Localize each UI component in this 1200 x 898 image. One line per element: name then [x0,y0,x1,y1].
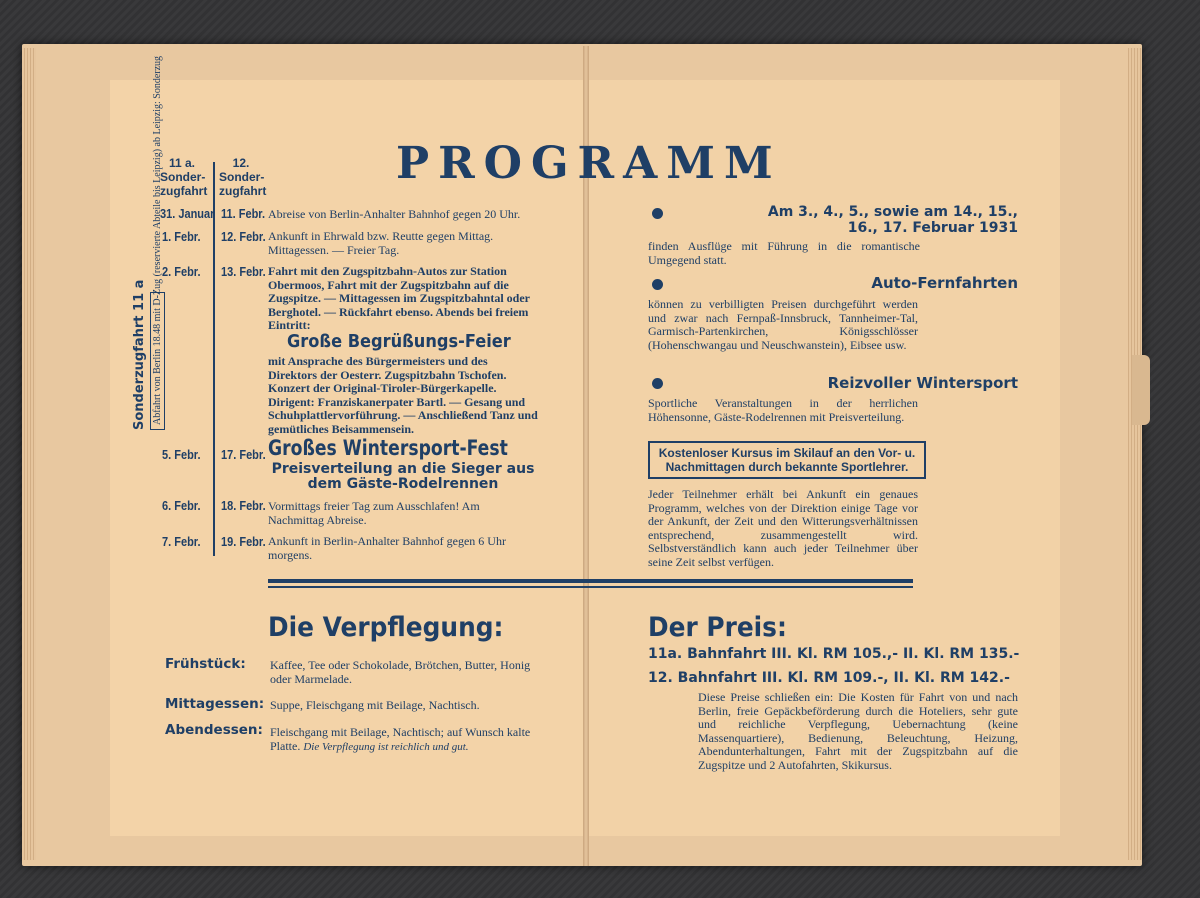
event-sportfest-title: Großes Wintersport-Fest [268,436,508,460]
meal-label: Mittagessen: [165,696,265,712]
wintersport-text: Sportliche Veranstaltungen in der herrlichen Höhensonne, Gäste-Rodelrennen mit Preisverteilung. [648,396,918,424]
date-11a: 31. Januar [160,207,215,221]
wintersport-heading: Reizvoller Wintersport [827,374,1018,392]
page-edges-left [22,48,36,860]
event-welcome-title: Große Begrüßungs-Feier [287,331,511,352]
page-title: PROGRAMM [396,138,782,189]
meal-text: Kaffee, Tee oder Schokolade, Brötchen, Butter, Honig oder Marmelade. [270,658,531,686]
date-12: 18. Febr. [221,499,266,513]
vertical-note-box [150,292,165,430]
meal-text [270,725,540,754]
date-11a: 2. Febr. [162,265,201,279]
date-12: 13. Febr. [221,265,266,279]
schedule-entry: Abreise von Berlin-Anhalter Bahnhof gegen 20 Uhr. [268,207,521,221]
meal-text-main: Fleischgang mit Beilage, Nachtisch; auf Wunsch kalte Platte. [270,725,531,753]
excursion-text: finden Ausflüge mit Führung in die romantische Umgegend statt. [648,239,920,267]
date-11a: 1. Febr. [162,230,201,244]
bullet-icon [652,279,663,290]
vertical-note-title: Sonderzugfahrt 11 a [132,279,147,430]
date-11a: 6. Febr. [162,499,201,513]
price-line-12: 12. Bahnfahrt III. Kl. RM 109.-, II. Kl. RM 142.- [648,670,1010,686]
date-12: 12. Febr. [221,230,266,244]
participant-info-text: Jeder Teilnehmer erhält bei Ankunft ein genaues Programm, welches von der Direktion einige Tage vor der Ankunft, der Zeit und den Witterungsverhältnissen entsprechend, zusammengestellt wird. Selbstverständlich kann auch jeder Teilnehmer über seine Zeit selbst verfügen. [648,487,918,569]
divider-rule-thin [268,586,913,588]
date-11a: 5. Febr. [162,448,201,462]
schedule-entry: Vormittags freier Tag zum Ausschlafen! Am Nachmittag Abreise. [268,499,480,527]
date-12: 17. Febr. [221,448,266,462]
date-12: 11. Febr. [221,207,266,221]
event-sportfest-subtitle: Preisverteilung an die Sieger aus dem Gäste-Rodelrennen [271,461,535,492]
auto-trips-text: können zu verbilligten Preisen durchgeführt werden und zwar nach Fernpaß-Innsbruck, Tannheimer-Tal, Garmisch-Partenkirchen, Königsschlösser (Hohenschwangau und Neuschwanstein), Eibsee usw. [648,297,918,352]
column-header-11a: 11 a. Sonder-zugfahrt [160,156,208,198]
bullet-icon [652,378,663,389]
price-heading: Der Preis: [648,612,787,643]
schedule-entry: Ankunft in Berlin-Anhalter Bahnhof gegen 6 Uhr morgens. [268,534,506,562]
price-line-11a: 11a. Bahnfahrt III. Kl. RM 105.,- II. Kl. RM 135.- [648,646,1020,662]
meal-label: Frühstück: [165,656,246,672]
column-header-12: 12. Sonder-zugfahrt [219,156,267,198]
meal-note: Die Verpflegung ist reichlich und gut. [303,741,469,753]
auto-trips-heading: Auto-Fernfahrten [871,274,1018,292]
page-edges-right [1128,48,1142,860]
meal-label: Abendessen: [165,722,263,738]
ski-course-box: Kostenloser Kursus im Skilauf an den Vor- u. Nachmittagen durch bekannte Sportlehrer. [648,441,926,479]
schedule-entry: Ankunft in Ehrwald bzw. Reutte gegen Mittag. Mittagessen. — Freier Tag. [268,229,494,257]
date-11a: 7. Febr. [162,535,201,549]
schedule-entry: Fahrt mit den Zugspitzbahn-Autos zur Station Obermoos, Fahrt mit der Zugspitzbahn auf die Zugspitze. — Mittagessen im Zugspitzbahntal oder Berghotel. — Rückfahrt ebenso. Abends bei freiem Eintritt: [268,264,530,332]
price-text: Diese Preise schließen ein: Die Kosten für Fahrt von und nach Berlin, freie Gepäckbeförderung durch die Hoteliers, sehr gute und reichliche Verpflegung, Uebernachtung (keine Massenquartiere), Bedienung, Beleuchtung, Heizung, Abendunterhaltungen, Fahrt mit der Zugspitzbahn auf die Zugspitze und 2 Autofahrten, Skikursus. [698,690,1018,772]
meal-text: Suppe, Fleischgang mit Beilage, Nachtisch. [270,698,480,712]
event-welcome-text: mit Ansprache des Bürgermeisters und des Direktors der Oesterr. Zugspitzbahn Tschofen. Konzert der Original-Tiroler-Bürgerkapelle. Dirigent: Franziskanerpater Bartl. — Gesang und Schuhplattlervorführung. — Anschließend Tanz und gemütliches Beisammensein. [268,354,538,436]
excursion-dates-heading: Am 3., 4., 5., sowie am 14., 15., 16., 17. Februar 1931 [767,204,1018,236]
column-divider [213,162,215,556]
bullet-icon [652,208,663,219]
date-12: 19. Febr. [221,535,266,549]
food-heading: Die Verpflegung: [268,612,504,643]
divider-rule [268,579,913,583]
vertical-note [132,280,147,430]
page-tab [1132,355,1150,425]
